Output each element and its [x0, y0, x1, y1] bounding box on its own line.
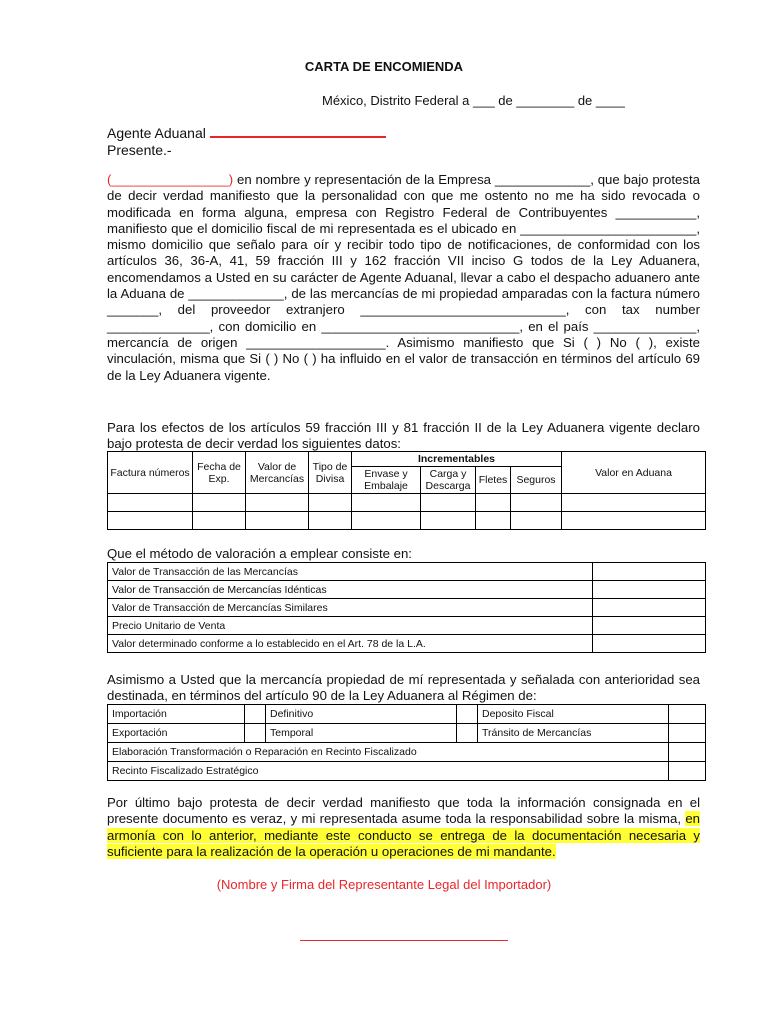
- table-row: [108, 563, 706, 581]
- table-row: [108, 724, 706, 743]
- table-row: [108, 705, 706, 724]
- agent-line: [107, 124, 386, 142]
- table-row: [108, 635, 706, 653]
- representative-red-blank: (________________): [107, 172, 234, 187]
- method-label: Valor de Transacción de las Mercancías: [108, 563, 593, 581]
- table-row: [108, 512, 706, 530]
- col-tipo: Tipo de Divisa: [309, 452, 352, 494]
- paragraph-regime: Asimismo a Usted que la mercancía propiedad de mí representada y señalada con anterioridad sea destinada, en términos del artículo 90 de la Ley Aduanera al Régimen de:: [107, 672, 700, 704]
- agent-red-blank: [210, 124, 386, 138]
- regime-check-cell[interactable]: [669, 762, 706, 781]
- regime-label: Importación: [108, 705, 245, 724]
- regime-label: Exportación: [108, 724, 245, 743]
- col-envase: Envase y Embalaje: [352, 467, 421, 494]
- table-cell[interactable]: [562, 512, 706, 530]
- table-cell[interactable]: [476, 494, 511, 512]
- table-cell[interactable]: [511, 512, 562, 530]
- table-cell[interactable]: [108, 512, 193, 530]
- regime-check-cell[interactable]: [245, 705, 266, 724]
- table-cell[interactable]: [108, 494, 193, 512]
- table-header-row: [108, 452, 706, 467]
- method-check-cell[interactable]: [593, 581, 706, 599]
- regime-label: Tránsito de Mercancías: [478, 724, 669, 743]
- col-valor: Valor de Mercancías: [246, 452, 309, 494]
- col-fecha: Fecha de Exp.: [193, 452, 246, 494]
- regime-label: Definitivo: [266, 705, 457, 724]
- table-cell[interactable]: [421, 512, 476, 530]
- regime-check-cell[interactable]: [669, 705, 706, 724]
- table-cell[interactable]: [309, 512, 352, 530]
- regime-check-cell[interactable]: [245, 724, 266, 743]
- table-cell[interactable]: [511, 494, 562, 512]
- method-label: Valor determinado conforme a lo establecido en el Art. 78 de la L.A.: [108, 635, 593, 653]
- table-row: [108, 762, 706, 781]
- valuation-method-table: [107, 562, 706, 653]
- agent-label: Agente Aduanal: [107, 125, 206, 141]
- table-cell[interactable]: [562, 494, 706, 512]
- table-row: [108, 743, 706, 762]
- table-cell[interactable]: [421, 494, 476, 512]
- table-cell[interactable]: [476, 512, 511, 530]
- paragraph-representation-body: en nombre y representación de la Empresa _____________, que bajo protesta de decir verdad manifiesto que la personalidad con que me ostento no me ha sido revocada o modificada en forma alguna, empresa con Registro Federal de Contribuyentes ___________, manifiesto que el domicilio fiscal de mi representada es el ubicado en ________________________, mismo domicilio que señalo para oír y recibir todo tipo de notificaciones, de conformidad con los artículos 36, 36-A, 41, 59 fracción III y 162 fracción VII inciso G todos de la Ley Aduanera, encomendamos a Usted en su carácter de Agente Aduanal, llevar a cabo el despacho aduanero ante la Aduana de _____________, de las mercancías de mi propiedad amparadas con la factura número _______, del proveedor extranjero ____________________________, con tax number ______________, con domicilio en ___________________________, en el país ______________, mercancía de origen ___________________. Asimismo manifiesto que Si ( ) No ( ), existe vinculación, misma que Si ( ) No ( ) ha influido en el valor de transacción en términos del artículo 69 de la Ley Aduanera vigente.: [107, 172, 700, 383]
- table-row: [108, 494, 706, 512]
- method-check-cell[interactable]: [593, 563, 706, 581]
- regime-check-cell[interactable]: [669, 743, 706, 762]
- regime-label: Deposito Fiscal: [478, 705, 669, 724]
- col-incrementables: Incrementables: [352, 452, 562, 467]
- paragraph-method: Que el método de valoración a emplear consiste en:: [107, 546, 412, 561]
- regime-check-cell[interactable]: [457, 724, 478, 743]
- paragraph-closing: [107, 795, 700, 860]
- addressee-block: [107, 124, 386, 159]
- method-check-cell[interactable]: [593, 599, 706, 617]
- col-factura: Factura números: [108, 452, 193, 494]
- method-check-cell[interactable]: [593, 617, 706, 635]
- col-seguros: Seguros: [511, 467, 562, 494]
- col-valor-aduana: Valor en Aduana: [562, 452, 706, 494]
- signature-caption: (Nombre y Firma del Representante Legal del Importador): [216, 877, 552, 892]
- table-cell[interactable]: [193, 494, 246, 512]
- regime-label: Temporal: [266, 724, 457, 743]
- method-label: Precio Unitario de Venta: [108, 617, 593, 635]
- method-label: Valor de Transacción de Mercancías Similares: [108, 599, 593, 617]
- table-row: [108, 581, 706, 599]
- regime-check-cell[interactable]: [669, 724, 706, 743]
- table-cell[interactable]: [246, 512, 309, 530]
- regime-check-cell[interactable]: [457, 705, 478, 724]
- table-cell[interactable]: [309, 494, 352, 512]
- table-cell[interactable]: [193, 512, 246, 530]
- table-row: [108, 617, 706, 635]
- table-row: [108, 599, 706, 617]
- table-cell[interactable]: [352, 494, 421, 512]
- invoice-table: [107, 451, 706, 530]
- document-title: CARTA DE ENCOMIENDA: [304, 59, 464, 74]
- presente-label: Presente.-: [107, 142, 172, 158]
- col-carga: Carga y Descarga: [421, 467, 476, 494]
- closing-text: Por último bajo protesta de decir verdad manifiesto que toda la información consignada en el presente documento es veraz, y mi representada asume toda la responsabilidad sobre la misma,: [107, 795, 700, 827]
- regime-table: [107, 704, 706, 781]
- method-label: Valor de Transacción de Mercancías Idénticas: [108, 581, 593, 599]
- date-line: México, Distrito Federal a ___ de ________ de ____: [322, 93, 625, 108]
- closing-highlighted-text: en armonía con lo anterior, mediante este conducto se entrega de la documentación necesaria y suficiente para la realización de la operación u operaciones de mi mandante.: [107, 811, 700, 859]
- paragraph-declaration: Para los efectos de los artículos 59 fracción III y 81 fracción II de la Ley Aduanera vigente declaro bajo protesta de decir verdad los siguientes datos:: [107, 420, 700, 452]
- signature-line[interactable]: [300, 940, 508, 941]
- regime-label: Recinto Fiscalizado Estratégico: [108, 762, 669, 781]
- paragraph-representation: [107, 172, 700, 384]
- method-check-cell[interactable]: [593, 635, 706, 653]
- table-cell[interactable]: [246, 494, 309, 512]
- regime-label: Elaboración Transformación o Reparación en Recinto Fiscalizado: [108, 743, 669, 762]
- col-fletes: Fletes: [476, 467, 511, 494]
- table-cell[interactable]: [352, 512, 421, 530]
